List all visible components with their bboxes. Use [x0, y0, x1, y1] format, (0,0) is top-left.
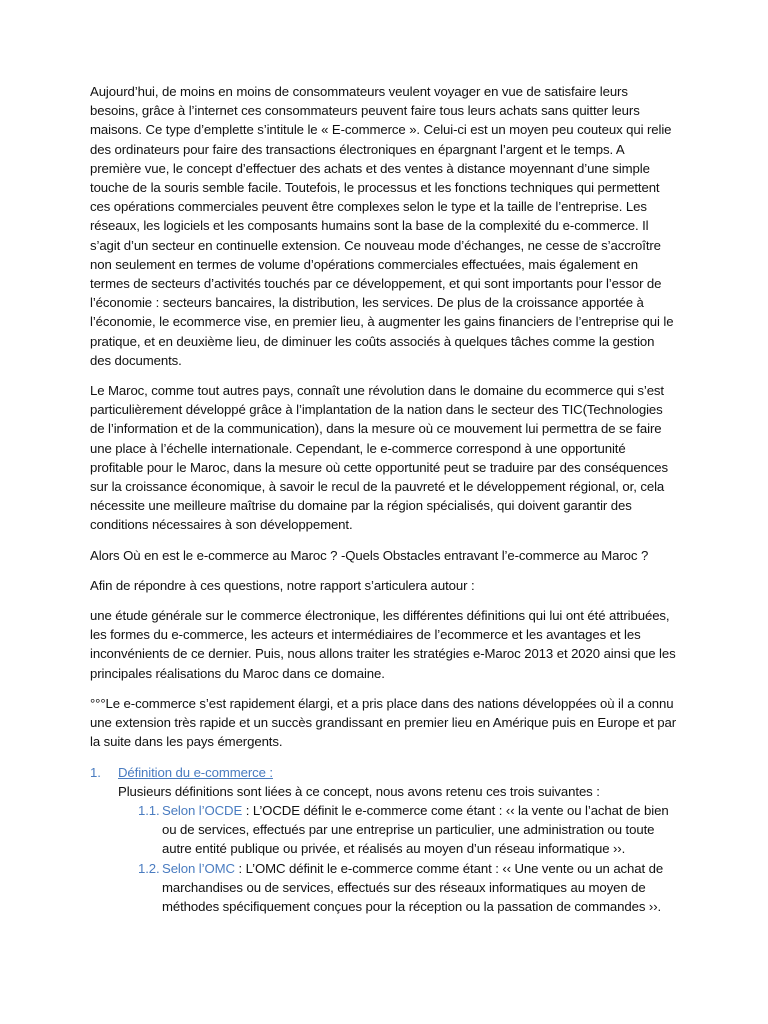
section-heading: [90, 763, 678, 782]
definition-text: : L’OCDE définit le e-commerce come étant : ‹‹ la vente ou l’achat de bien ou de services, effectués par une entreprise un particulier, une administration ou toute autre entité publique ou privée, et réalisés au moyen d’un réseau informatique ››.: [162, 802, 669, 857]
definition-text: : L’OMC définit le e-commerce comme étant : ‹‹ Une vente ou un achat de marchandises ou de services, effectués sur des réseaux informatiques au moyen de méthodes spécifiquement conçues pour la réception ou la passation de commandes ››.: [162, 860, 664, 914]
paragraph-expansion: °°°Le e-commerce s’est rapidement élargi, et a pris place dans des nations développées où il a connu une extension très rapide et un succès grandissant en premier lieu en Amérique puis en Europe et par la suite dans les pays émergents.: [90, 695, 676, 750]
definition-body: [162, 859, 678, 917]
document-page: [90, 82, 678, 916]
definition-number: 1.2.: [138, 860, 160, 876]
definition-item-ocde: [138, 801, 678, 859]
definition-body: [162, 801, 678, 859]
paragraph-maroc: Le Maroc, comme tout autres pays, connaît une révolution dans le domaine du ecommerce qui s’est particulièrement développé grâce à l’implantation de la nation dans le secteur des TIC(Technologies de l’information et de la communication), dans la mesure où ce mouvement lui permettra de se faire une place à l’échelle internationale. Cependant, le e-commerce correspond à une opportunité profitable pour le Maroc, dans la mesure où cette opportunité peut se traduire par des conséquences sur la croissance économique, à savoir le recul de la pauvreté et le développement régional, or, cela nécessite une meilleure maîtrise du domaine par la région spécialisés, qui doivent garantir des conditions nécessaires à son développement.: [90, 383, 669, 533]
definition-source: Selon l’OCDE: [162, 802, 243, 818]
definition-list: [138, 801, 678, 916]
definition-source: Selon l’OMC: [162, 860, 235, 876]
section-number: 1.: [90, 764, 101, 780]
paragraph-plan-intro: Afin de répondre à ces questions, notre rapport s’articulera autour :: [90, 577, 475, 593]
paragraph-questions: Alors Où en est le e-commerce au Maroc ? -Quels Obstacles entravant l’e-commerce au Maroc ?: [90, 547, 649, 563]
section-intro: Plusieurs définitions sont liées à ce concept, nous avons retenu ces trois suivantes :: [118, 783, 600, 799]
section-title: Définition du e-commerce :: [118, 764, 273, 780]
definition-number: 1.1.: [138, 802, 160, 818]
paragraph-plan: une étude générale sur le commerce électronique, les différentes définitions qui lui ont été attribuées, les formes du e-commerce, les acteurs et intermédiaires de l’ecommerce et les avantages et les inconvénients de ce dernier. Puis, nous allons traiter les stratégies e-Maroc 2013 et 2020 ainsi que les principales réalisations du Maroc dans ce domaine.: [90, 608, 676, 681]
section-definition: [90, 763, 678, 917]
paragraph-intro: Aujourd’hui, de moins en moins de consommateurs veulent voyager en vue de satisfaire leurs besoins, grâce à l’internet ces consommateurs peuvent faire tous leurs achats sans quitter leurs maisons. Ce type d’emplette s’intitule le « E-commerce ». Celui-ci est un moyen peu couteux qui relie des ordinateurs pour faire des transactions électroniques en épargnant l’argent et le temps. A première vue, le concept d’effectuer des achats et des ventes à distance moyennant d’une simple touche de la souris semble facile. Toutefois, le processus et les fonctions techniques qui permettent ces opérations commerciales peuvent être complexes selon le type et la taille de l’entreprise. Les réseaux, les logiciels et les composants humains sont la base de la complexité du e-commerce. Il s’agit d’un secteur en continuelle extension. Ce nouveau mode d’échanges, ne cesse de s’accroître non seulement en termes de volume d’opérations commerciales effectuées, mais également en termes de secteurs d’activités touchés par ce développement, et qui sont importants pour l’essor de l’économie : secteurs bancaires, la distribution, les services. De plus de la croissance apportée à l’économie, le ecommerce vise, en premier lieu, à augmenter les gains financiers de l’entreprise qui le pratique, et en deuxième lieu, de diminuer les coûts associés à quelques tâches comme la gestion des documents.: [90, 84, 674, 368]
definition-item-omc: [138, 859, 678, 917]
